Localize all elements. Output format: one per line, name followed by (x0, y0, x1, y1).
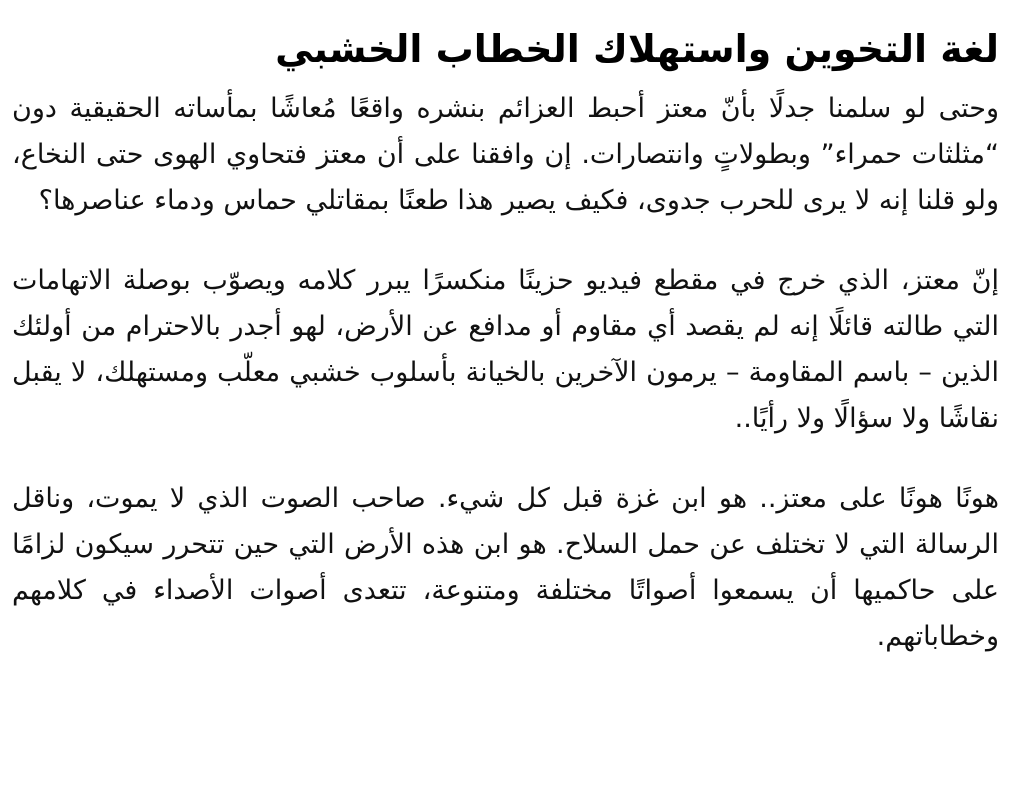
article-paragraph: وحتى لو سلمنا جدلًا بأنّ معتز أحبط العزائم بنشره واقعًا مُعاشًا بمأساته الحقيقية دون “مثلثات حمراء” وبطولاتٍ وانتصارات. إن وافقنا على أن معتز فتحاوي الهوى حتى النخاع، ولو قلنا إنه لا يرى للحرب جدوى، فكيف يصير هذا طعنًا بمقاتلي حماس ودماء عناصرها؟ (12, 93, 999, 216)
article-title: لغة التخوين واستهلاك الخطاب الخشبي (275, 27, 999, 71)
article-paragraph: هونًا هونًا على معتز.. هو ابن غزة قبل كل شيء. صاحب الصوت الذي لا يموت، وناقل الرسالة التي لا تختلف عن حمل السلاح. هو ابن هذه الأرض التي حين تتحرر سيكون لزامًا على حاكميها أن يسمعوا أصواتًا مختلفة ومتنوعة، تتعدى أصوات الأصداء في كلامهم وخطاباتهم. (12, 483, 999, 652)
article-paragraph: إنّ معتز، الذي خرج في مقطع فيديو حزينًا منكسرًا يبرر كلامه ويصوّب بوصلة الاتهامات التي طالته قائلًا إنه لم يقصد أي مقاوم أو مدافع عن الأرض، لهو أجدر بالاحترام من أولئك الذين – باسم المقاومة – يرمون الآخرين بالخيانة بأسلوب خشبي معلّب ومستهلك، لا يقبل نقاشًا ولا سؤالًا ولا رأيًا.. (12, 265, 999, 434)
